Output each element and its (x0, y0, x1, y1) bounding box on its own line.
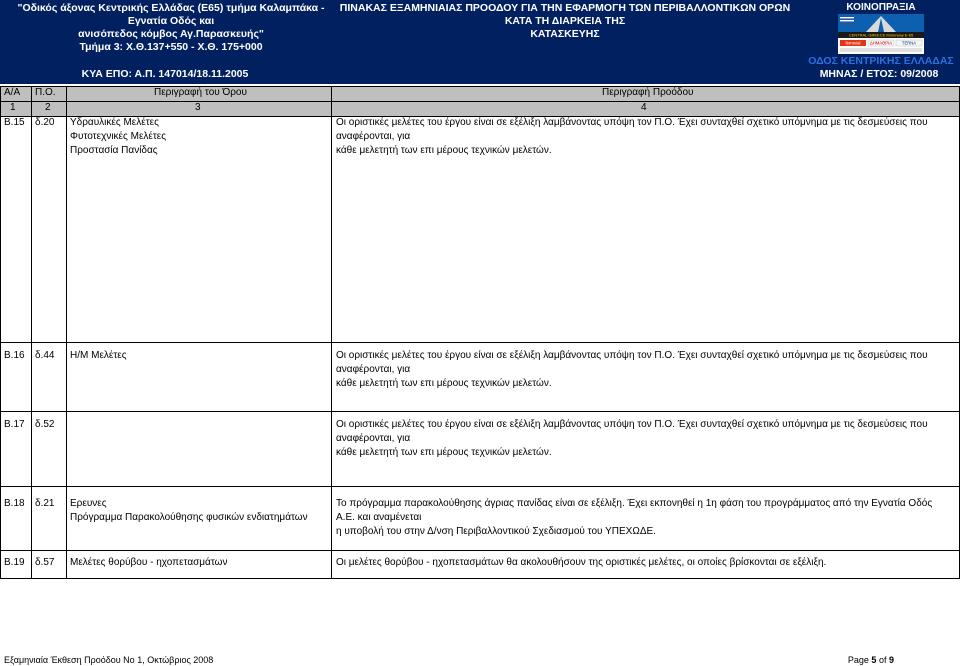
row-aa: Β.18 (4, 498, 25, 509)
row-po: δ.44 (35, 350, 55, 361)
row-progress (336, 556, 952, 570)
page-word: Page (847, 655, 869, 665)
report-title-line-1: ΠΙΝΑΚΑΣ ΕΞΑΜΗΝΙΑΙΑΣ ΠΡΟΟΔΟΥ ΓΙΑ ΤΗΝ ΕΦΑΡΜΟΓΗ ΤΩΝ ΠΕΡΙΒΑΛΛΟΝΤΙΚΩΝ ΟΡΩΝ ΚΑΤΑ ΤΗ ΔΙΑΡΚΕΙΑ ΤΗΣ (339, 2, 791, 27)
term-line: Ερευνες (70, 498, 107, 509)
logo-tagline: CENTRAL GREECE Motorway E-65 (848, 32, 914, 38)
row-progress (336, 116, 952, 158)
col-header-po: Π.Ο. (35, 87, 56, 98)
row-aa: Β.17 (4, 419, 25, 430)
progress-line: Οι μελέτες θορύβου - ηχοπετασμάτων θα ακολουθήσουν της οριστικές μελέτες, οι οποίες βρίσκονται σε εξέλιξη. (336, 557, 827, 568)
report-title (334, 2, 796, 41)
row-po: δ.21 (35, 498, 55, 509)
grid-line (0, 411, 960, 412)
progress-line: κάθε μελετητή των επι μέρους τεχνικών μελετών. (336, 447, 552, 458)
grid-line (31, 86, 32, 578)
term-line: Προστασία Πανίδας (70, 145, 158, 156)
month-year: ΜΗΝΑΣ / ΕΤΟΣ: 09/2008 (819, 68, 939, 80)
row-term (70, 556, 325, 570)
term-line: Φυτοτεχνικές Μελέτες (70, 131, 167, 142)
project-title-line-1: "Οδικός άξονας Κεντρικής Ελλάδας (Ε65) τμήμα Καλαμπάκα - Εγνατία Οδός και (17, 2, 325, 27)
grid-line (331, 86, 332, 578)
report-header (0, 0, 960, 84)
row-term (70, 116, 325, 158)
col-number-aa: 1 (10, 102, 16, 113)
row-term (70, 349, 325, 363)
grid-line (0, 578, 960, 579)
row-progress (336, 349, 952, 391)
logo-partner-2: ΔΗΜΑΘΡΙΑ (869, 40, 893, 46)
row-aa: Β.15 (4, 117, 25, 128)
project-title-line-2: ανισόπεδος κόμβος Αγ.Παρασκευής" (78, 28, 264, 40)
grid-line (66, 86, 67, 578)
consortium-label: ΚΟΙΝΟΠΡΑΞΙΑ (846, 2, 916, 13)
of-word: of (878, 655, 887, 665)
grid-line (0, 342, 960, 343)
row-progress (336, 418, 952, 460)
consortium-name: ΟΔΟΣ ΚΕΝΤΡΙΚΗΣ ΕΛΛΑΔΑΣ (808, 55, 954, 67)
progress-line: κάθε μελετητή των επι μέρους τεχνικών μελετών. (336, 378, 552, 389)
grid-line (0, 86, 960, 87)
row-aa: Β.16 (4, 350, 25, 361)
col-header-aa: Α/Α (4, 87, 21, 98)
logo-partner-1: ferrovial (845, 40, 861, 46)
row-po: δ.52 (35, 419, 55, 430)
motorway-logo-icon (838, 14, 924, 54)
col-number-term: 3 (195, 102, 201, 113)
grid-line (0, 86, 1, 578)
consortium-logo (806, 0, 956, 68)
row-term (70, 497, 325, 525)
project-title (6, 2, 336, 54)
col-number-po: 2 (45, 102, 51, 113)
col-header-term: Περιγραφή του Όρου (154, 87, 247, 98)
term-line: Η/Μ Μελέτες (70, 350, 127, 361)
progress-line: η υποβολή του στην Δ/νση Περιβαλλοντικού Σχεδιασμού του ΥΠΕΧΩΔΕ. (336, 526, 656, 537)
footer-page-number (848, 655, 894, 665)
progress-line: Οι οριστικές μελέτες του έργου είναι σε εξέλιξη λαμβάνοντας υπόψη τον Π.Ο. Έχει συνταχθεί σχετικό υπόμνημα με τις δεσμεύσεις που αναφέρονται, για (336, 117, 928, 142)
progress-line: κάθε μελετητή των επι μέρους τεχνικών μελετών. (336, 145, 552, 156)
logo-partner-3: TERNA (901, 40, 917, 46)
progress-line: Οι οριστικές μελέτες του έργου είναι σε εξέλιξη λαμβάνοντας υπόψη τον Π.Ο. Έχει συνταχθεί σχετικό υπόμνημα με τις δεσμεύσεις που αναφέρονται, για (336, 419, 928, 444)
page-current: 5 (871, 655, 877, 665)
report-title-line-2: ΚΑΤΑΣΚΕΥΗΣ (530, 28, 600, 40)
grid-line (0, 550, 960, 551)
col-number-progress: 4 (641, 102, 647, 113)
grid-line (0, 101, 960, 102)
row-po: δ.57 (35, 557, 55, 568)
footer-report-name: Εξαμηνιαία Έκθεση Προόδου Νο 1, Οκτώβριος 2008 (4, 655, 214, 665)
progress-line: Το πρόγραμμα παρακολούθησης άγριας πανίδας είναι σε εξέλιξη. Έχει εκπονηθεί η 1η φάση του προγράμματος από την Εγνατία Οδός Α.Ε. και αναμένεται (336, 498, 933, 523)
row-po: δ.20 (35, 117, 55, 128)
col-header-progress: Περιγραφή Προόδου (602, 87, 694, 98)
page-total: 9 (888, 655, 894, 665)
row-progress (336, 497, 952, 539)
term-line: Πρόγραμμα Παρακολούθησης φυσικών ενδιατημάτων (70, 512, 308, 523)
project-section: Τμήμα 3: Χ.Θ.137+550 - Χ.Θ. 175+000 (79, 41, 263, 53)
row-aa: Β.19 (4, 557, 25, 568)
progress-line: Οι οριστικές μελέτες του έργου είναι σε εξέλιξη λαμβάνοντας υπόψη τον Π.Ο. Έχει συνταχθεί σχετικό υπόμνημα με τις δεσμεύσεις που αναφέρονται, για (336, 350, 928, 375)
term-line: Υδραυλικές Μελέτες (70, 117, 159, 128)
term-line: Μελέτες θορύβου - ηχοπετασμάτων (70, 557, 228, 568)
kya-reference: ΚΥΑ ΕΠΟ: Α.Π. 147014/18.11.2005 (81, 68, 249, 80)
grid-line (0, 486, 960, 487)
